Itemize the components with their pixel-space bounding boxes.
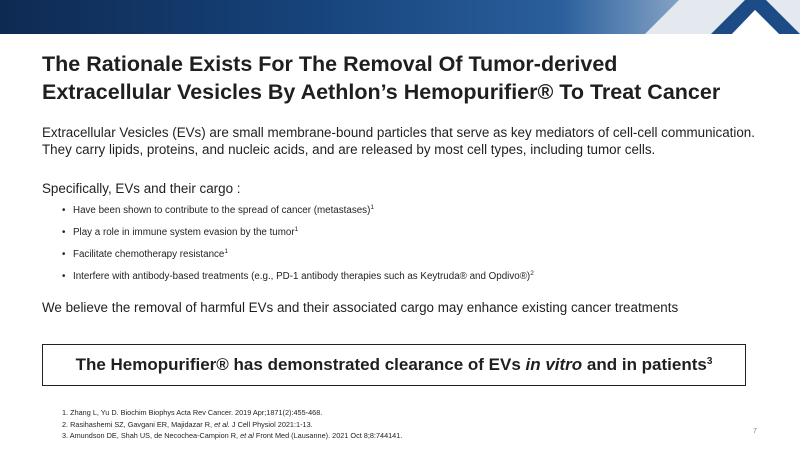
reference-text-tail: Front Med (Lausanne). 2021 Oct 8;8:744141. [253, 431, 403, 440]
page-number: 7 [752, 426, 757, 435]
footnote-marker: 1 [224, 248, 229, 255]
bullet-text: Have been shown to contribute to the spread of cancer (metastases) [73, 205, 371, 216]
reference-text: 1. Zhang L, Yu D. Biochim Biophys Acta Rev Cancer. 2019 Apr;1871(2):455-468. [62, 408, 323, 417]
reference-text: 2. Rasihashemi SZ, Gavgani ER, Majidazar R, [62, 419, 215, 429]
slide-title [42, 50, 762, 106]
bullet-text: Interfere with antibody-based treatments (e.g., PD-1 antibody therapies such as Keytruda® and Opdivo®) [73, 271, 531, 282]
callout-text [76, 355, 713, 375]
bullet-text: Play a role in immune system evasion by the tumor [73, 227, 295, 238]
reference-italic: et al [240, 431, 254, 440]
bullet-dot-icon: • [62, 271, 66, 282]
reference-italic: et al. [214, 419, 230, 429]
bullet-dot-icon: • [62, 205, 66, 216]
bullet-item [62, 227, 534, 249]
bullet-item [62, 205, 534, 227]
title-line-1: The Rationale Exists For The Removal Of Tumor-derived [42, 52, 618, 76]
callout-part-2: and in patients [582, 355, 707, 374]
bullet-item [62, 249, 534, 271]
references-list [62, 407, 402, 442]
bullet-text: Facilitate chemotherapy resistance [73, 249, 225, 260]
conclusion-text: We believe the removal of harmful EVs and their associated cargo may enhance existing cancer treatments [42, 300, 679, 315]
reference-item [62, 430, 402, 442]
reference-item [62, 419, 402, 431]
footnote-marker: 2 [530, 270, 534, 277]
bullet-dot-icon: • [62, 249, 66, 260]
title-line-2: Extracellular Vesicles By Aethlon’s Hemopurifier® To Treat Cancer [42, 80, 721, 104]
reference-item [62, 407, 402, 419]
callout-box [42, 344, 746, 386]
chevron-logo-icon [625, 0, 800, 34]
bullet-list [62, 205, 534, 293]
footnote-marker: 3 [706, 356, 713, 367]
intro-paragraph: Extracellular Vesicles (EVs) are small membrane-bound particles that serve as key mediators of cell-cell communication. They carry lipids, proteins, and nucleic acids, and are released by most cell types, including tumor cells. [42, 125, 755, 157]
bullet-item [62, 271, 534, 293]
lead-text: Specifically, EVs and their cargo : [42, 181, 241, 196]
callout-italic: in vitro [525, 355, 583, 374]
reference-text-tail: J Cell Physiol 2021:1-13. [229, 419, 313, 429]
footnote-marker: 1 [370, 204, 374, 211]
reference-text: 3. Amundson DE, Shah US, de Necochea-Campion R, [62, 431, 241, 440]
bullet-dot-icon: • [62, 227, 66, 238]
footnote-marker: 1 [294, 226, 299, 233]
callout-part-1: The Hemopurifier® has demonstrated clearance of EVs [75, 355, 526, 374]
